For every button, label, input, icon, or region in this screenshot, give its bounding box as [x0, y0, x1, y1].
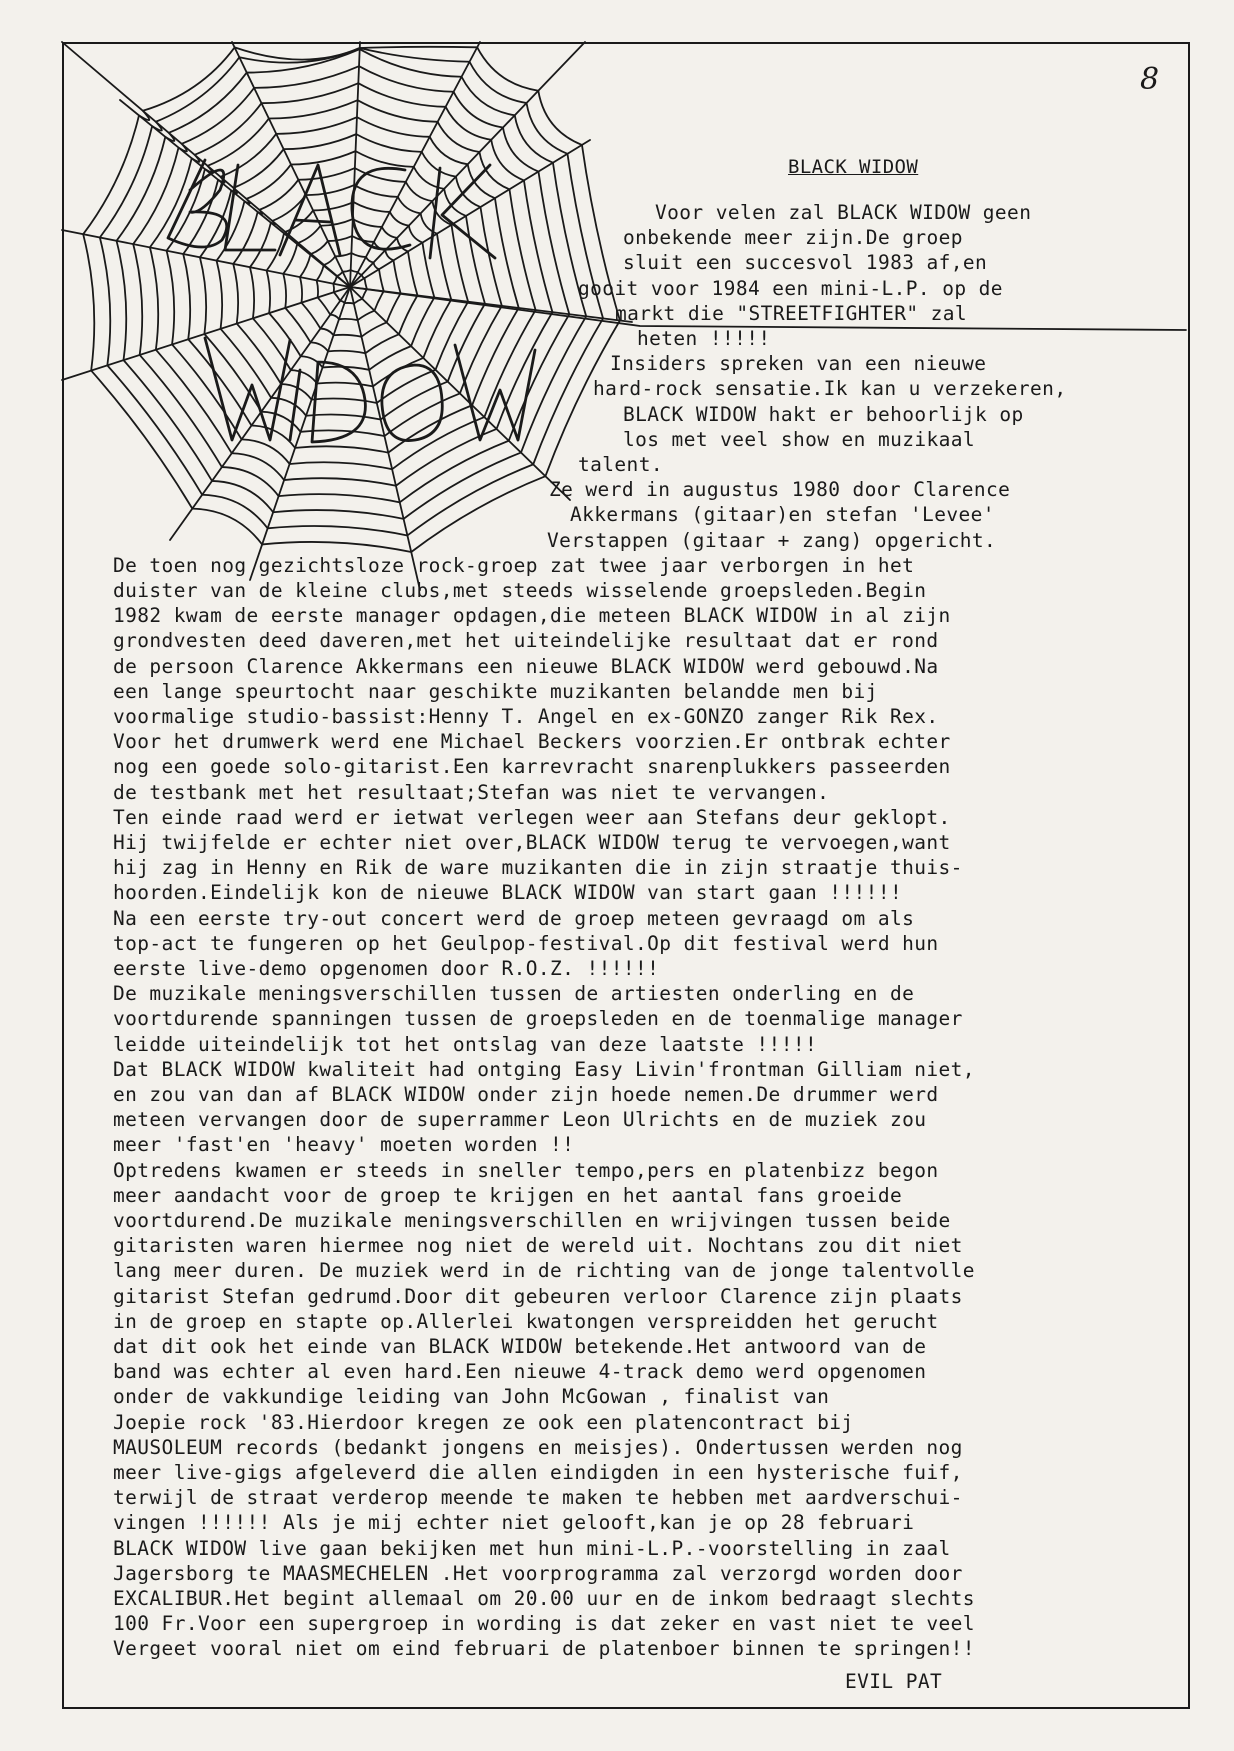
article-line: Voor het drumwerk werd ene Michael Beckers voorzien.Er ontbrak echter: [113, 730, 951, 754]
web-thread: [350, 42, 480, 287]
article-line: Akkermans (gitaar)en stefan 'Levee': [570, 503, 995, 527]
web-thread: [250, 287, 350, 580]
article-line: en zou van dan af BLACK WIDOW onder zijn hoede nemen.De drummer werd: [113, 1083, 939, 1106]
article-line: Ze werd in augustus 1980 door Clarence: [549, 478, 1011, 502]
page-number: 8: [1140, 62, 1160, 97]
article-line: De muzikale meningsverschillen tussen de artiesten onderling en de: [113, 982, 915, 1006]
article-line: Dat BLACK WIDOW kwaliteit had ontging Easy Livin'frontman Gilliam niet,: [113, 1057, 975, 1081]
article-line: BLACK WIDOW live gaan bekijken met hun mini-L.P.-voorstelling in zaal: [113, 1536, 951, 1560]
article-line: hard-rock sensatie.Ik kan u verzekeren,: [593, 377, 1067, 401]
author-signature: EVIL PAT: [845, 1670, 943, 1693]
article-line: Verstappen (gitaar + zang) opgericht.: [547, 528, 997, 552]
article-line: sluit een succesvol 1983 af,en: [623, 251, 988, 275]
article-line: BLACK WIDOW hakt er behoorlijk op: [623, 402, 1024, 426]
article-line: leidde uiteindelijk tot het ontslag van deze laatste !!!!!: [113, 1032, 818, 1056]
article-line: Na een eerste try-out concert werd de groep meteen gevraagd om als: [113, 906, 915, 930]
web-thread: [350, 42, 360, 287]
article-line: duister van de kleine clubs,met steeds wisselende groepsleden.Begin: [113, 579, 927, 602]
article-line: MAUSOLEUM records (bedankt jongens en meisjes). Ondertussen werden nog: [113, 1435, 963, 1459]
article-line: talent.: [578, 453, 663, 476]
article-line: Joepie rock '83.Hierdoor kregen ze ook een platencontract bij: [113, 1410, 854, 1434]
article-line: onder de vakkundige leiding van John McGowan , finalist van: [113, 1385, 830, 1409]
article-line: Optredens kwamen er steeds in sneller tempo,pers en platenbizz begon: [113, 1158, 939, 1182]
article-line: de persoon Clarence Akkermans een nieuwe BLACK WIDOW werd gebouwd.Na: [113, 654, 939, 678]
article-title: BLACK WIDOW: [788, 156, 919, 178]
article-line: voormalige studio-bassist:Henny T. Angel en ex-GONZO zanger Rik Rex.: [113, 705, 939, 728]
article-line: grondvesten deed daveren,met het uiteindelijke resultaat dat er rond: [113, 629, 939, 653]
article-line: meteen vervangen door de superrammer Leon Ulrichts en de muziek zou: [113, 1108, 927, 1132]
article-line: markt die "STREETFIGHTER" zal: [615, 301, 968, 325]
article-line: gitarist Stefan gedrumd.Door dit gebeuren verloor Clarence zijn plaats: [113, 1284, 963, 1308]
article-line: lang meer duren. De muziek werd in de richting van de jonge talentvolle: [113, 1259, 975, 1283]
article-line: band was echter al even hard.Een nieuwe 4-track demo werd opgenomen: [113, 1360, 927, 1384]
article-line: dat dit ook het einde van BLACK WIDOW betekende.Het antwoord van de: [113, 1335, 927, 1358]
article-line: onbekende meer zijn.De groep: [623, 226, 963, 250]
article-line: heten !!!!!: [637, 327, 771, 350]
web-ring: [83, 47, 620, 552]
article-line: meer aandacht voor de groep te krijgen en het aantal fans groeide: [113, 1183, 903, 1207]
article-line: nog een goede solo-gitarist.Een karrevracht snarenplukkers passeerden: [113, 755, 951, 779]
article-line: voortdurend.De muzikale meningsverschillen en wrijvingen tussen beide: [113, 1209, 951, 1232]
article-line: Jagersborg te MAASMECHELEN .Het voorprogramma zal verzorgd worden door: [113, 1561, 963, 1585]
article-line: in de groep en stapte op.Allerlei kwatongen verspreidden het gerucht: [113, 1309, 939, 1333]
article-line: voortdurende spanningen tussen de groepsleden en de toenmalige manager: [113, 1007, 963, 1031]
article-line: hoorden.Eindelijk kon de nieuwe BLACK WIDOW van start gaan !!!!!!: [113, 881, 903, 905]
article-line: een lange speurtocht naar geschikte muzikanten belandde men bij: [113, 679, 878, 703]
article-line: Insiders spreken van een nieuwe: [610, 352, 987, 376]
hand-letter-c: [352, 168, 410, 249]
article-line: 1982 kwam de eerste manager opdagen,die meteen BLACK WIDOW in al zijn: [113, 604, 951, 628]
article-line: EXCALIBUR.Het begint allemaal om 20.00 uur en de inkom bedraagt slechts: [113, 1587, 975, 1610]
hand-letter-k: [430, 165, 495, 258]
hand-letter-o: [382, 365, 442, 441]
article-line: terwijl de straat verderop meende te maken te hebben met aardverschui-: [113, 1486, 963, 1510]
article-line: meer live-gigs afgeleverd die allen eindigden in een hysterische fuif,: [113, 1461, 963, 1484]
article-line: De toen nog gezichtsloze rock-groep zat twee jaar verborgen in het: [113, 553, 915, 577]
article-line: de testbank met het resultaat;Stefan was niet te vervangen.: [113, 780, 830, 804]
article-line: hij zag in Henny en Rik de ware muzikanten die in zijn straatje thuis-: [113, 856, 963, 880]
article-line: meer 'fast'en 'heavy' moeten worden !!: [113, 1133, 575, 1157]
article-line: Ten einde raad werd er ietwat verlegen weer aan Stefans deur geklopt.: [113, 805, 951, 829]
article-line: top-act te fungeren op het Geulpop-festival.Op dit festival werd hun: [113, 931, 939, 955]
article-line: vingen !!!!!! Als je mij echter niet gelooft,kan je op 28 februari: [113, 1511, 915, 1535]
article-line: los met veel show en muzikaal: [623, 427, 976, 451]
article-line: 100 Fr.Voor een supergroep in wording is dat zeker en vast niet te veel: [113, 1612, 975, 1636]
article-line: Hij twijfelde er echter niet over,BLACK WIDOW terug te vervoegen,want: [113, 831, 951, 854]
article-line: Vergeet vooral niet om eind februari de platenboer binnen te springen!!: [113, 1637, 975, 1661]
article-line: gitaristen waren hiermee nog niet de wereld uit. Nochtans zou dit niet: [113, 1234, 963, 1258]
article-line: eerste live-demo opgenomen door R.O.Z. !!!!!!: [113, 957, 660, 980]
article-line: gooit voor 1984 een mini-L.P. op de: [578, 276, 1003, 300]
article-line: Voor velen zal BLACK WIDOW geen: [655, 201, 1032, 224]
